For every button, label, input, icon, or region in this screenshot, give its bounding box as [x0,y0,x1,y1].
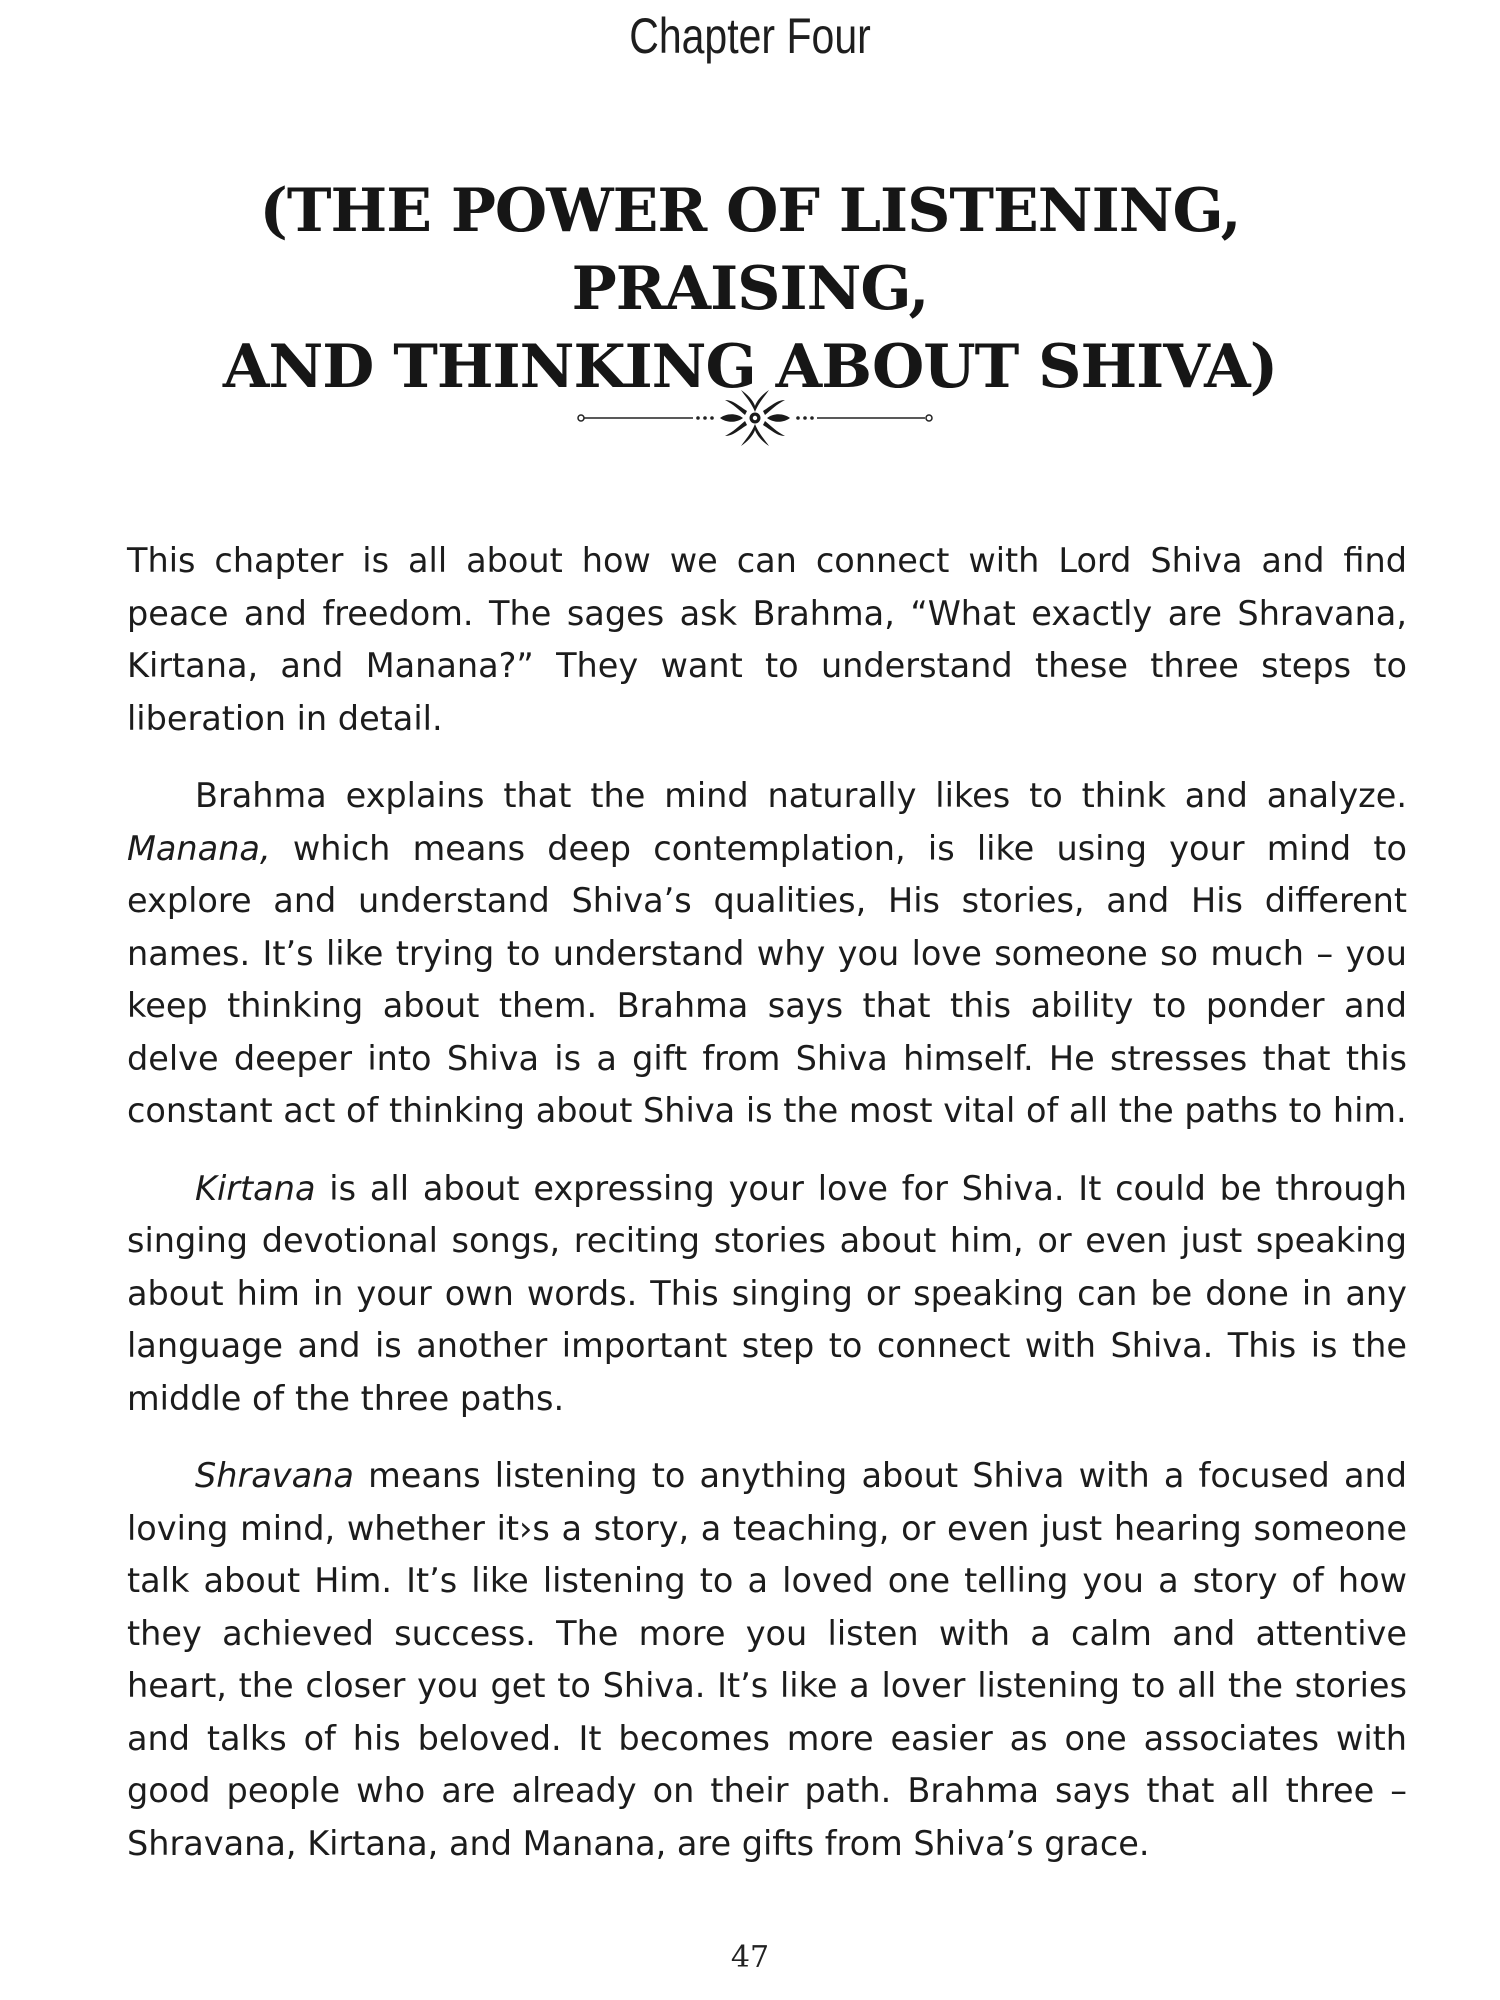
paragraph-1-text: This chapter is all about how we can connect with Lord Shiva and find peace and freedom. The sages ask Brahma, “What exactly are Shravana, Kirtana, and Manana?” They want to understand these three steps to liberation in detail. [127,541,1407,738]
term-manana: Manana, [127,828,271,868]
page-number: 47 [730,1940,770,1975]
paragraph-2 [127,770,1407,1138]
chapter-label: Chapter Four [629,8,871,64]
paragraph-3-rest: is all about expressing your love for Shiva. It could be through singing devotional songs, reciting stories about him, or even just speaking about him in your own words. This singing or speaking can be done in any language and is another important step to connect with Shiva. This is the middle of the three paths. [127,1168,1407,1418]
term-kirtana: Kirtana [195,1168,316,1208]
chapter-body [127,535,1407,1895]
chapter-title-line-1: (THE POWER OF LISTENING, PRAISING, [259,176,1241,324]
paragraph-1 [127,535,1407,745]
paragraph-4 [127,1450,1407,1870]
chapter-title-line-2: AND THINKING ABOUT SHIVA) [222,332,1278,402]
term-shravana: Shravana [195,1456,354,1495]
paragraph-2-rest: which means deep contemplation, is like using your mind to explore and understand Shiva’s qualities, His stories, and His different names. It’s like trying to understand why you love someone so much – you keep thinking about them. Brahma says that this ability to ponder and delve deeper into Shiva is a gift from Shiva himself. He stresses that this constant act of thinking about Shiva is the most vital of all the paths to him. [127,828,1407,1130]
flourish-ornament-icon [575,384,935,448]
paragraph-2-lead: Brahma explains that the mind naturally likes to think and analyze. [195,776,1407,815]
paragraph-4-rest: means listening to anything about Shiva with a focused and loving mind, whether it›s a story, a teaching, or even just hearing someone talk about Him. It’s like listening to a loved one telling you a story of how they achieved success. The more you listen with a calm and attentive heart, the closer you get to Shiva. It’s like a lover listening to all the stories and talks of his beloved. It becomes more easier as one associates with good people who are already on their path. Brahma says that all three – Shravana, Kirtana, and Manana, are gifts from Shiva’s grace. [127,1456,1407,1863]
paragraph-3 [127,1163,1407,1426]
chapter-title [100,172,1400,406]
